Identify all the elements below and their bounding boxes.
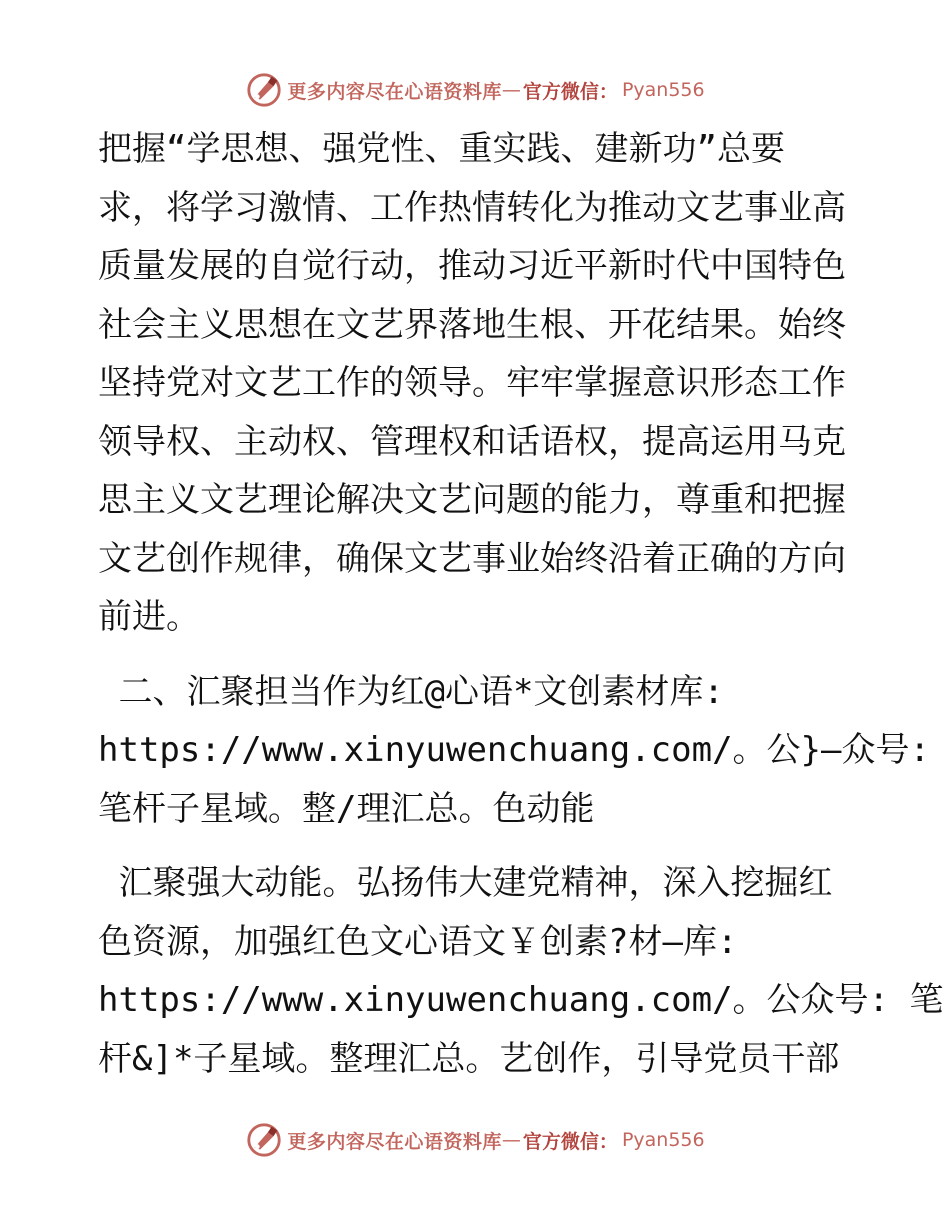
footer-watermark-banner [0, 1120, 950, 1160]
text-line: 前进。 [98, 597, 200, 637]
banner-wechat-label: 官方微信： [522, 80, 618, 103]
text-line: 笔杆子星域。整/理汇总。色动能 [98, 788, 595, 829]
text-line: 坚持党对文艺工作的领导。牢牢掌握意识形态工作 [98, 363, 846, 403]
banner-wechat-id: Pyan556 [621, 79, 705, 101]
text-line: 文艺创作规律，确保文艺事业始终沿着正确的方向 [98, 538, 846, 579]
brand-logo-icon [245, 71, 283, 109]
banner-brand-text: 更多内容尽在心语资料库 [287, 1130, 502, 1153]
banner-separator: — [501, 1129, 521, 1151]
text-line: 社会主义思想在文艺界落地生根、开花结果。始终 [98, 304, 846, 345]
text-line: 汇聚强大动能。弘扬伟大建党精神，深入挖掘红 [98, 863, 833, 903]
text-line: 杆&]*子星域。整理汇总。艺创作，引导党员干部 [98, 1038, 840, 1079]
brand-logo-icon [245, 1121, 283, 1159]
text-line: https://www.xinyuwenchuang.com/。公}—众号: [98, 730, 930, 770]
paragraph-2 [98, 663, 930, 839]
text-line: 领导权、主动权、管理权和话语权，提高运用马克 [98, 421, 846, 462]
banner-wechat-id: Pyan556 [621, 1129, 705, 1151]
text-line: 二、汇聚担当作为红@心语*文创素材库: [98, 671, 724, 712]
header-watermark-banner [0, 70, 950, 110]
text-line: 求，将学习激情、工作热情转化为推动文艺事业高 [98, 187, 846, 228]
text-line: https://www.xinyuwenchuang.com/。公众号: 笔 [98, 980, 944, 1020]
banner-wechat-label: 官方微信： [522, 1130, 618, 1153]
paragraph-3 [98, 854, 944, 1088]
paragraph-1 [98, 120, 858, 647]
banner-brand-text: 更多内容尽在心语资料库 [287, 80, 502, 103]
text-line: 质量发展的自觉行动，推动习近平新时代中国特色 [98, 246, 846, 286]
document-body [98, 120, 944, 1088]
banner-separator: — [501, 79, 521, 101]
text-line: 色资源，加强红色文心语文￥创素?材—库: [98, 921, 738, 962]
text-line: 思主义文艺理论解决文艺问题的能力，尊重和把握 [98, 480, 846, 520]
text-line: 把握“学思想、强党性、重实践、建新功”总要 [98, 129, 785, 169]
